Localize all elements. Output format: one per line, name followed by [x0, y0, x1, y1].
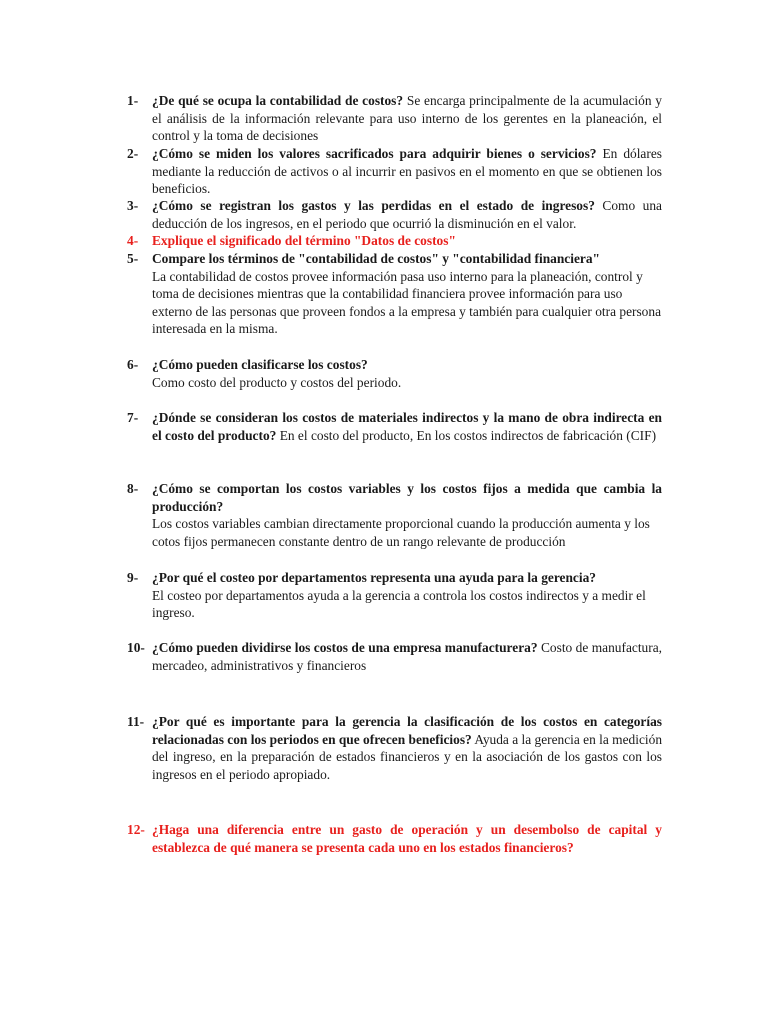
- item-body: [152, 639, 662, 674]
- question-text: ¿Cómo se miden los valores sacrificados para adquirir bienes o servicios?: [152, 146, 597, 161]
- answer-text: Los costos variables cambian directamente proporcional cuando la producción aumenta y los cotos fijos permanecen constante dentro de un rango relevante de producción: [152, 516, 650, 549]
- question-text: ¿Cómo se registran los gastos y las perdidas en el estado de ingresos?: [152, 198, 595, 213]
- item-number: 1-: [127, 93, 139, 108]
- answer-text: Se encarga principalmente de la acumulación y el análisis de la información relevante para uso interno de los gerentes en la planeación, el control y la toma de decisiones: [152, 93, 662, 143]
- item-number: 12-: [127, 822, 145, 837]
- question-item-7: [127, 409, 662, 444]
- answer-text: Ayuda a la gerencia en la medición del ingreso, en la preparación de estados financieros y en la asociación de los gastos con los ingresos en el periodo apropiado.: [152, 731, 663, 782]
- question-text: Compare los términos de "contabilidad de costos" y "contabilidad financiera": [152, 251, 600, 266]
- item-body: [152, 197, 662, 232]
- question-text: ¿Cómo se comportan los costos variables y los costos fijos a medida que cambia la producción?: [152, 481, 662, 514]
- question-item-12: [127, 821, 662, 856]
- question-item-2: [127, 145, 662, 198]
- question-text: Explique el significado del término "Datos de costos": [152, 233, 456, 248]
- item-number: 8-: [127, 481, 139, 496]
- answer-text: La contabilidad de costos provee información pasa uso interno para la planeación, control y toma de decisiones mientras que la contabilidad financiera provee información para uso externo de las personas que proveen fondos a la empresa y también para cualquier otra persona interesada en la misma.: [152, 268, 662, 336]
- item-body: [152, 232, 662, 250]
- question-item-6: [127, 356, 662, 391]
- question-item-4: [127, 232, 662, 250]
- question-item-8: [127, 480, 662, 550]
- item-body: [152, 713, 662, 783]
- question-text: ¿Por qué el costeo por departamentos representa una ayuda para la gerencia?: [152, 570, 596, 585]
- item-body: [152, 92, 662, 145]
- item-body: [152, 409, 662, 444]
- item-number: 2-: [127, 146, 139, 161]
- item-number: 5-: [127, 251, 139, 266]
- item-number: 7-: [127, 410, 139, 425]
- question-item-11: [127, 713, 662, 783]
- answer-text: Como una deducción de los ingresos, en el periodo que ocurrió la disminución en el valor.: [152, 198, 662, 231]
- item-number: 4-: [127, 233, 139, 248]
- answer-text: El costeo por departamentos ayuda a la gerencia a controla los costos indirectos y a medir el ingreso.: [152, 587, 646, 620]
- answer-text: Como costo del producto y costos del periodo.: [152, 374, 402, 390]
- question-text: ¿Por qué es importante para la gerencia la clasificación de los costos en categorías relacionadas con los periodos en que ofrecen beneficios?: [152, 714, 662, 747]
- answer-text: En dólares mediante la reducción de activos o al incurrir en pasivos en el momento en que se obtienen los beneficios.: [152, 146, 662, 196]
- item-body: [152, 480, 662, 515]
- question-text: ¿Cómo pueden clasificarse los costos?: [152, 357, 368, 372]
- item-number: 11-: [127, 714, 145, 729]
- item-body: [152, 356, 662, 374]
- question-text: ¿Cómo pueden dividirse los costos de una empresa manufacturera?: [152, 640, 538, 655]
- item-number: 6-: [127, 357, 139, 372]
- item-body: [152, 250, 662, 268]
- question-text: ¿Dónde se consideran los costos de materiales indirectos y la mano de obra indirecta en el costo del producto?: [152, 410, 662, 443]
- question-item-1: [127, 92, 662, 145]
- answer-text: En el costo del producto, En los costos indirectos de fabricación (CIF): [276, 427, 657, 443]
- question-text: ¿De qué se ocupa la contabilidad de costos?: [152, 93, 404, 108]
- question-item-5: [127, 250, 662, 338]
- question-item-3: [127, 197, 662, 232]
- item-body: [152, 569, 662, 587]
- question-item-10: [127, 639, 662, 674]
- question-text: ¿Haga una diferencia entre un gasto de operación y un desembolso de capital y establezca de qué manera se presenta cada uno en los estados financieros?: [152, 822, 662, 855]
- item-body: [152, 821, 662, 856]
- item-number: 3-: [127, 198, 139, 213]
- item-number: 10-: [127, 640, 145, 655]
- question-item-9: [127, 569, 662, 622]
- item-number: 9-: [127, 570, 139, 585]
- item-body: [152, 145, 662, 198]
- answer-text: Costo de manufactura, mercadeo, administrativos y financieros: [152, 640, 662, 673]
